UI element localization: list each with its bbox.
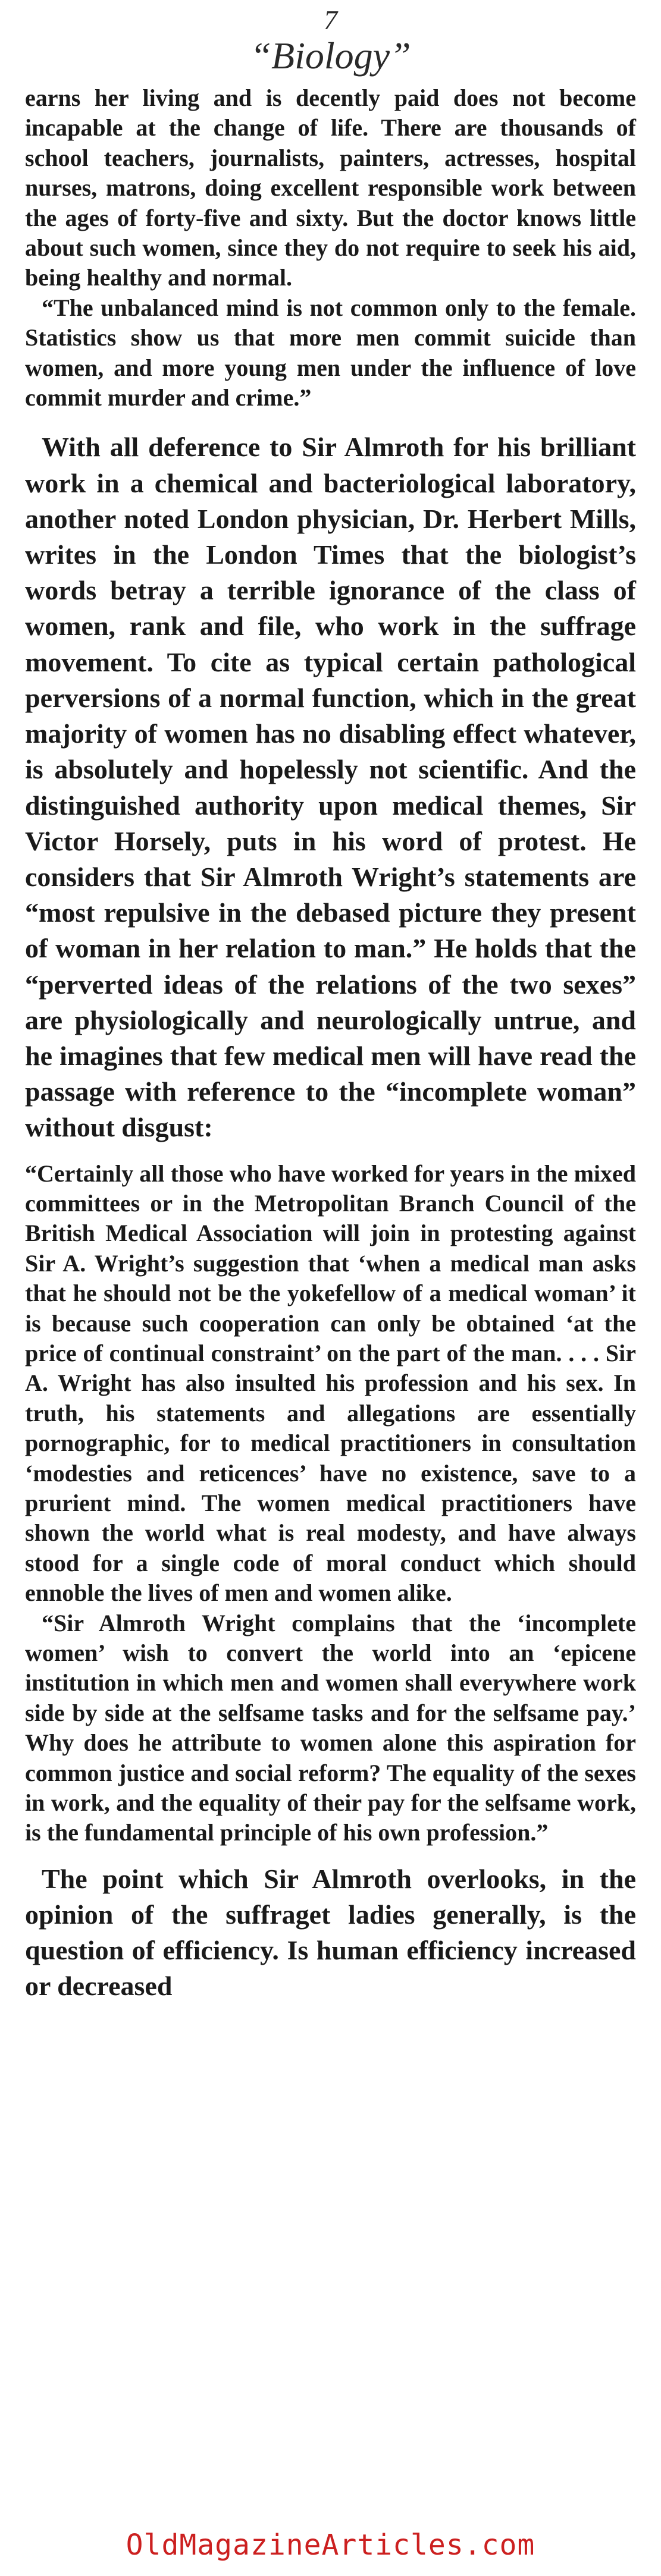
body-block-main [25, 429, 636, 1145]
quote-paragraph: “The unbalanced mind is not common only to the female. Statistics show us that more men commit suicide than women, and more young men under the influence of love commit murder and crime.” [25, 294, 636, 411]
quote-paragraph: “Certainly all those who have worked for years in the mixed committees or in the Metropolitan Branch Council of the British Medical Association will join in protesting against Sir A. Wright’s suggestion that ‘when a medical man asks that he should not be the yokefellow of a medical woman’ it is because such cooperation can only be obtained ‘at the price of continual constraint’ on the part of the man. . . . Sir A. Wright has also insulted his profession and his sex. In truth, his statements and allegations are essentially pornographic, for to medical practitioners in consultation ‘modesties and reticences’ have no existence, save to a prurient mind. The women medical practitioners have shown the world what is real modesty, and have always stood for a single code of moral conduct which should ennoble the lives of men and women alike. [25, 1160, 636, 1607]
running-title: “Biology” [250, 34, 411, 77]
body-paragraph: The point which Sir Almroth overlooks, in the opinion of the suffraget ladies generally, is the question of efficiency. Is human efficiency increased or decreased [25, 1863, 636, 2002]
quote-block-horsley [25, 1159, 636, 1848]
page-number: 7 [324, 5, 337, 35]
quote-block-opening [25, 83, 636, 413]
quote-paragraph: “Sir Almroth Wright complains that the ‘incomplete women’ wish to convert the world into an ‘epicene institution in which men and women shall everywhere work side by side at the selfsame tasks and for the selfsame pay.’ Why does he attribute to women alone this aspiration for common justice and social reform? The equality of the sexes in work, and the equality of their pay for the selfsame work, is the fundamental principle of his own profession.” [25, 1609, 636, 1846]
body-paragraph: With all deference to Sir Almroth for his brilliant work in a chemical and bacteriological laboratory, another noted London physician, Dr. Herbert Mills, writes in the London Times that the biologist’s words betray a terrible ignorance of the class of women, rank and file, who work in the suffrage movement. To cite as typical certain pathological perversions of a normal function, which in the great majority of women has no disabling effect whatever, is absolutely and hopelessly not scientific. And the distinguished authority upon medical themes, Sir Victor Horsely, puts in his word of protest. He considers that Sir Almroth Wright’s statements are “most repulsive in the debased picture they present of woman in her relation to man.” He holds that the “perverted ideas of the relations of the two sexes” are physiologically and neurologically untrue, and he imagines that few medical men will have read the passage with reference to the “incomplete woman” without disgust: [25, 432, 636, 1143]
quote-paragraph: earns her living and is decently paid does not become incapable at the change of life. There are thousands of school teachers, journalists, painters, actresses, hospital nurses, matrons, doing excellent responsible work between the ages of forty-five and sixty. But the doctor knows little about such women, since they do not require to seek his aid, being healthy and normal. [25, 84, 636, 291]
source-watermark[interactable]: OldMagazineArticles.com [126, 2528, 535, 2562]
body-block-closing [25, 1861, 636, 2005]
